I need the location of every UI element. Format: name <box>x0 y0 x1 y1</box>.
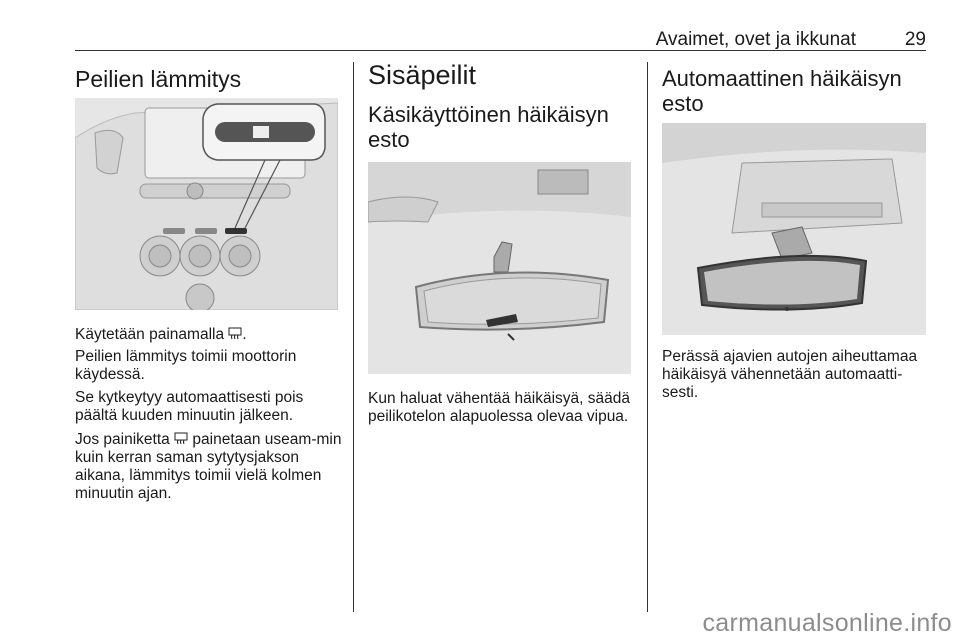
paragraph-repeat: Jos painiketta painetaan useam-min kuin kerran saman sytytysjakson aikana, lämmitys toimii vielä kolmen minuutin ajan. <box>75 431 342 502</box>
subsection-heading: Käsikäyttöinen häikäisyn esto <box>368 102 609 152</box>
paragraph-usage: Käytetään painamalla . <box>75 326 247 343</box>
section-auto-antiglare <box>662 60 926 116</box>
paragraph-manual-antiglare: Kun haluat vähentää häikäisyä, säädä peilikotelon alapuolessa olevaa vipua. <box>368 390 630 425</box>
section-mirror-heating <box>75 60 340 92</box>
header-title: Avaimet, ovet ja ikkunat <box>655 29 856 50</box>
section-heading: Peilien lämmitys <box>75 66 242 92</box>
page-header <box>75 27 926 51</box>
dashboard-illustration <box>75 98 338 310</box>
auto-mirror-illustration <box>662 123 926 335</box>
manual-mirror-illustration <box>368 162 631 374</box>
mirror-heating-icon <box>174 432 188 445</box>
column-divider <box>647 62 648 612</box>
page-number: 29 <box>904 29 926 50</box>
column-divider <box>353 62 354 612</box>
paragraph-auto-antiglare: Perässä ajavien autojen aiheuttamaa häikäisyä vähennetään automaatti-sesti. <box>662 348 918 401</box>
paragraph-engine-running: Peilien lämmitys toimii moottorin käydessä. <box>75 348 297 383</box>
section-heading: Automaattinen häikäisyn esto <box>662 66 902 116</box>
section-interior-mirrors <box>368 60 633 152</box>
paragraph-auto-off: Se kytkeytyy automaattisesti pois päältä kuuden minuutin jälkeen. <box>75 389 304 424</box>
watermark: carmanualsonline.info <box>702 609 952 637</box>
mirror-heating-icon <box>228 327 242 340</box>
section-heading: Sisäpeilit <box>368 60 477 90</box>
